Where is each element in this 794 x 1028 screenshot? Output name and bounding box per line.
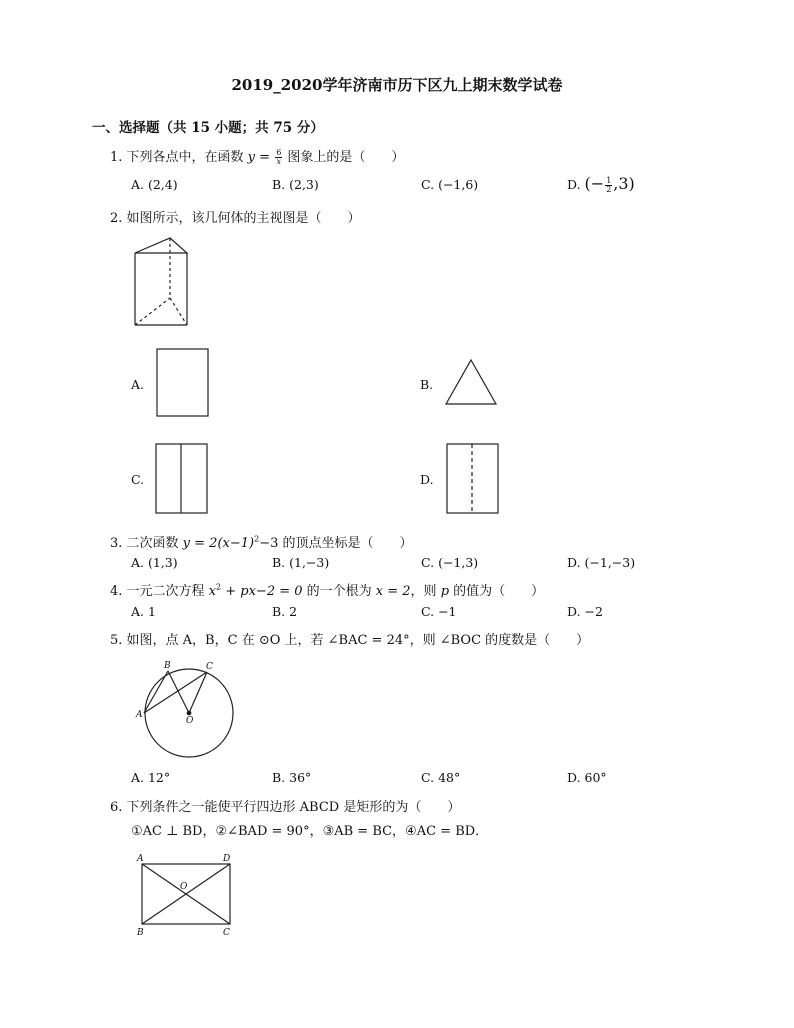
- q5-option-a[interactable]: A. 12°: [131, 770, 171, 785]
- label-c: C: [206, 662, 213, 672]
- q1-frac-den: x: [276, 157, 281, 166]
- q1-func: y =: [247, 150, 271, 165]
- q2-option-b-label[interactable]: B.: [420, 377, 434, 392]
- q4-exponent: 2: [216, 582, 222, 592]
- q2-option-a-figure[interactable]: [156, 348, 210, 418]
- q5-option-c[interactable]: C. 48°: [421, 770, 461, 785]
- q6-stem: 6. 下列条件之一能使平行四边形 ABCD 是矩形的为（ ）: [110, 800, 461, 815]
- prism-top-face: [135, 238, 187, 253]
- option-b-triangle: [446, 360, 496, 404]
- q3-stem: [110, 532, 413, 551]
- q3-option-a[interactable]: A. (1,3): [131, 555, 178, 570]
- q2-option-b-figure[interactable]: [444, 358, 498, 406]
- label-b: B: [137, 928, 144, 938]
- q2-stem: 2. 如图所示，该几何体的主视图是（ ）: [110, 211, 361, 226]
- q1-stem-pre: 1. 下列各点中，在函数: [110, 150, 248, 165]
- q1-frac-num: 6: [276, 148, 282, 157]
- q4-expr-tail: + px−2 = 0: [221, 584, 303, 599]
- q4-var: p: [440, 584, 450, 599]
- radius-ob: [168, 671, 189, 713]
- label-a: A: [136, 710, 143, 720]
- q4-option-b[interactable]: B. 2: [272, 604, 298, 619]
- label-d: D: [223, 854, 231, 864]
- q4-stem-mid2: ，则: [410, 584, 441, 599]
- q1-option-d-close: ,3): [613, 174, 635, 193]
- q1-stem: [110, 146, 404, 166]
- option-a-rectangle: [157, 349, 208, 416]
- q1-option-d-pre: D.: [567, 177, 585, 192]
- q4-option-a[interactable]: A. 1: [131, 604, 156, 619]
- page-title: 2019_2020学年济南市历下区九上期末数学试卷: [231, 76, 563, 94]
- q1-option-d-num: 1: [606, 176, 612, 185]
- prism-hidden-left: [135, 298, 170, 325]
- q3-expr-tail: −3: [259, 536, 279, 551]
- q2-option-d-label[interactable]: D.: [420, 472, 434, 487]
- chord-ab: [144, 671, 168, 713]
- q4-root: x = 2: [375, 584, 411, 599]
- q3-stem-pre: 3. 二次函数: [110, 536, 183, 551]
- q5-option-b[interactable]: B. 36°: [272, 770, 312, 785]
- q4-stem-mid: 的一个根为: [302, 584, 376, 599]
- label-o: O: [186, 716, 194, 726]
- q2-option-a-label[interactable]: A.: [131, 377, 145, 392]
- q4-stem: [110, 580, 544, 599]
- q3-option-c[interactable]: C. (−1,3): [421, 555, 479, 570]
- q1-option-d-fraction: [605, 177, 612, 194]
- q1-option-a[interactable]: A. (2,4): [131, 177, 178, 192]
- q5-option-d[interactable]: D. 60°: [567, 770, 607, 785]
- q1-option-c[interactable]: C. (−1,6): [421, 177, 479, 192]
- q3-stem-post: 的顶点坐标是（ ）: [278, 536, 413, 551]
- label-b: B: [164, 661, 171, 671]
- q4-option-c[interactable]: C. −1: [421, 604, 457, 619]
- q2-option-c-label[interactable]: C.: [131, 472, 145, 487]
- center-dot: [187, 711, 191, 715]
- q6-rectangle-figure: [134, 850, 238, 938]
- section-heading: 一、选择题（共 15 小题；共 75 分）: [92, 120, 324, 136]
- q3-option-d[interactable]: D. (−1,−3): [567, 555, 636, 570]
- q3-expr: y = 2(x−1): [182, 536, 255, 551]
- label-o: O: [180, 882, 188, 892]
- q3-option-b[interactable]: B. (1,−3): [272, 555, 330, 570]
- q2-option-c-figure[interactable]: [155, 443, 209, 515]
- q1-option-b[interactable]: B. (2,3): [272, 177, 319, 192]
- q4-stem-pre: 4. 一元二次方程: [110, 584, 209, 599]
- q5-stem: 5. 如图，点 A，B，C 在 ⊙O 上，若 ∠BAC = 24°，则 ∠BOC 的度数是（ ）: [110, 633, 590, 648]
- q6-conditions: ①AC ⊥ BD，②∠BAD = 90°，③AB = BC，④AC = BD．: [131, 824, 489, 839]
- q1-stem-post: 图象上的是（ ）: [283, 150, 405, 165]
- q1-option-d-den: 2: [606, 185, 612, 194]
- q3-exponent: 2: [254, 534, 260, 544]
- q1-option-d[interactable]: [567, 174, 635, 194]
- q2-prism-figure: [130, 236, 192, 328]
- q4-option-d[interactable]: D. −2: [567, 604, 603, 619]
- label-a: A: [137, 854, 144, 864]
- q1-option-d-open: (−: [584, 174, 605, 193]
- q1-fraction: [275, 149, 282, 166]
- label-c: C: [223, 928, 230, 938]
- prism-hidden-right: [170, 298, 187, 325]
- q4-expr: x: [208, 584, 217, 599]
- q4-stem-post: 的值为（ ）: [449, 584, 545, 599]
- q2-option-d-figure[interactable]: [446, 443, 500, 515]
- q5-circle-figure: [132, 658, 242, 762]
